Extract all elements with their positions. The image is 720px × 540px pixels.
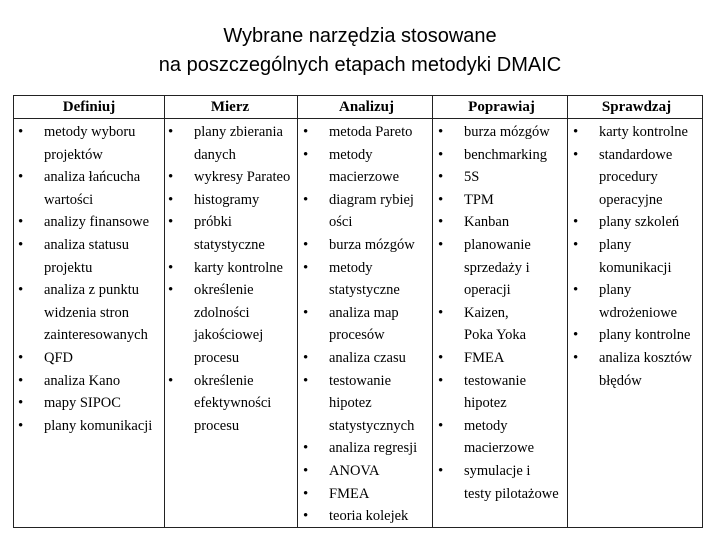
tool-item bbox=[434, 144, 569, 167]
tool-item bbox=[569, 121, 704, 144]
tool-item bbox=[569, 144, 704, 212]
tool-item-line: • standardowe bbox=[599, 146, 673, 163]
tool-item-line: statystyczne bbox=[194, 236, 265, 253]
tool-item bbox=[14, 392, 164, 415]
tool-item-line: • analiza czasu bbox=[329, 349, 406, 366]
tool-item bbox=[434, 121, 569, 144]
tool-item bbox=[299, 257, 434, 302]
column-definiuj bbox=[14, 121, 164, 437]
tool-item bbox=[434, 415, 569, 460]
tool-item-line: zdolności bbox=[194, 304, 250, 321]
tool-item bbox=[299, 189, 434, 234]
tool-item bbox=[14, 347, 164, 370]
tool-item-line: • określenie bbox=[194, 372, 254, 389]
tool-item-line: • burza mózgów bbox=[329, 236, 415, 253]
tool-item-line: • metody bbox=[464, 417, 508, 434]
tool-item bbox=[14, 234, 164, 279]
column-poprawiaj bbox=[434, 121, 569, 505]
tool-item-line: procesu bbox=[194, 349, 240, 366]
tool-item bbox=[14, 415, 164, 438]
tool-item bbox=[434, 302, 569, 347]
header-sprawdzaj: Sprawdzaj bbox=[601, 99, 672, 115]
tool-item-line: • TPM bbox=[464, 191, 494, 208]
tool-item-line: jakościowej bbox=[194, 327, 264, 344]
tool-item-line: hipotez bbox=[464, 395, 507, 412]
tool-item-line: • FMEA bbox=[329, 485, 370, 502]
tool-item bbox=[569, 324, 704, 347]
tool-item-line: • diagram rybiej bbox=[329, 191, 414, 208]
tool-item-line: • analiza statusu bbox=[44, 236, 129, 253]
column-mierz bbox=[164, 121, 296, 437]
title-line-1: Wybrane narzędzia stosowane bbox=[223, 25, 497, 47]
tool-item-line: • metoda Pareto bbox=[329, 124, 413, 140]
tool-item-line: • próbki bbox=[194, 214, 232, 231]
tool-item bbox=[299, 483, 434, 506]
tool-item bbox=[299, 370, 434, 438]
tool-item-line: błędów bbox=[599, 372, 642, 389]
tool-item-line: ości bbox=[329, 214, 353, 231]
tool-item-line: • ANOVA bbox=[329, 462, 380, 479]
tool-item-line: procesu bbox=[194, 417, 240, 434]
tool-item-line: • QFD bbox=[44, 349, 74, 366]
tool-item-line: • plany zbierania bbox=[194, 124, 283, 140]
tool-item-line: operacyjne bbox=[599, 191, 663, 208]
tool-item bbox=[299, 437, 434, 460]
header-poprawiaj: Poprawiaj bbox=[468, 99, 535, 115]
column-sprawdzaj bbox=[569, 121, 704, 392]
tool-item-line: • teoria kolejek bbox=[329, 508, 409, 525]
header-analizuj: Analizuj bbox=[338, 99, 394, 115]
tool-item-line: • plany bbox=[599, 236, 632, 253]
column-analizuj bbox=[299, 121, 434, 528]
tool-item bbox=[299, 121, 434, 144]
tool-item-line: wartości bbox=[44, 191, 94, 208]
tool-item-line: • wykresy Parateo bbox=[194, 169, 291, 186]
tool-item-line: macierzowe bbox=[329, 169, 400, 186]
tool-item-line: statystycznych bbox=[329, 417, 415, 434]
tool-item-line: • benchmarking bbox=[464, 146, 547, 163]
tool-item-line: danych bbox=[194, 146, 236, 163]
tool-item-line: efektywności bbox=[194, 395, 272, 412]
tool-item bbox=[164, 189, 296, 212]
tool-item-line: • histogramy bbox=[194, 191, 260, 208]
tool-item-line: projektu bbox=[44, 259, 93, 276]
tool-item-line: procedury bbox=[599, 169, 658, 186]
tool-item-line: • metody bbox=[329, 259, 373, 276]
tool-item bbox=[569, 234, 704, 279]
tool-item-line: • analiza map bbox=[329, 304, 399, 321]
tool-item-line: sprzedaży i bbox=[464, 259, 530, 276]
tool-item-line: zainteresowanych bbox=[44, 327, 148, 344]
header-mierz: Mierz bbox=[210, 99, 250, 115]
tool-item-line: komunikacji bbox=[599, 259, 672, 276]
tool-item-line: • planowanie bbox=[464, 236, 531, 253]
tool-item-line: • analiza łańcucha bbox=[44, 169, 141, 186]
tool-item-line: • plany komunikacji bbox=[44, 417, 153, 434]
tool-item bbox=[569, 211, 704, 234]
tool-item-line: • analiza Kano bbox=[44, 372, 121, 389]
tool-item bbox=[14, 279, 164, 347]
tool-item-line: • analiza kosztów bbox=[599, 349, 693, 366]
tool-item-line: • analiza regresji bbox=[329, 440, 418, 457]
tool-item bbox=[299, 505, 434, 528]
tool-item-line: • testowanie bbox=[464, 372, 527, 389]
tool-item bbox=[434, 347, 569, 370]
tool-item bbox=[434, 234, 569, 302]
tool-item bbox=[164, 121, 296, 166]
tool-item-line: • karty kontrolne bbox=[599, 124, 688, 140]
tool-item bbox=[434, 460, 569, 505]
tool-item-line: • symulacje i bbox=[464, 462, 531, 479]
tool-item-line: • karty kontrolne bbox=[194, 259, 283, 276]
tool-item bbox=[164, 257, 296, 280]
tool-item bbox=[14, 166, 164, 211]
tool-item-line: wdrożeniowe bbox=[599, 304, 678, 321]
page-title bbox=[0, 22, 720, 80]
tool-item bbox=[299, 144, 434, 189]
tool-item bbox=[14, 370, 164, 393]
tool-item-line: • mapy SIPOC bbox=[44, 395, 121, 412]
tool-item bbox=[164, 211, 296, 256]
dmaic-tools-table bbox=[13, 95, 703, 528]
tool-item bbox=[299, 460, 434, 483]
header-definiuj: Definiuj bbox=[62, 99, 116, 115]
tool-item-line: widzenia stron bbox=[44, 304, 129, 321]
tool-item bbox=[569, 279, 704, 324]
tool-item bbox=[434, 189, 569, 212]
tool-item bbox=[164, 370, 296, 438]
tool-item bbox=[299, 302, 434, 347]
tool-item-line: macierzowe bbox=[464, 440, 535, 457]
cropped-footnote-fragment bbox=[40, 531, 110, 540]
column-divider bbox=[297, 96, 298, 527]
tool-item-line: • plany szkoleń bbox=[599, 214, 680, 231]
tool-item-line: hipotez bbox=[329, 395, 372, 412]
tool-item-line: • FMEA bbox=[464, 349, 505, 366]
tool-item bbox=[14, 121, 164, 166]
tool-item-line: • określenie bbox=[194, 282, 254, 299]
tool-item-line: • analizy finansowe bbox=[44, 214, 150, 231]
tool-item bbox=[434, 370, 569, 415]
tool-item-line: operacji bbox=[464, 282, 511, 299]
tool-item-line: Poka Yoka bbox=[464, 327, 527, 344]
tool-item bbox=[434, 166, 569, 189]
tool-item-line: projektów bbox=[44, 146, 103, 163]
tool-item bbox=[164, 279, 296, 369]
tool-item-line: • testowanie bbox=[329, 372, 392, 389]
tool-item-line: • metody bbox=[329, 146, 373, 163]
tool-item-line: • plany bbox=[599, 282, 632, 299]
tool-item-line: • plany kontrolne bbox=[599, 327, 691, 344]
tool-item-line: • burza mózgów bbox=[464, 124, 550, 140]
tool-item bbox=[299, 234, 434, 257]
tool-item-line: • analiza z punktu bbox=[44, 282, 140, 299]
tool-item bbox=[299, 347, 434, 370]
tool-item-line: statystyczne bbox=[329, 282, 400, 299]
tool-item-line: • Kaizen, bbox=[464, 304, 509, 321]
tool-item-line: testy pilotażowe bbox=[464, 485, 559, 502]
tool-item bbox=[569, 347, 704, 392]
title-line-2: na poszczególnych etapach metodyki DMAIC bbox=[158, 54, 562, 76]
tool-item-line: • Kanban bbox=[464, 214, 510, 231]
tool-item bbox=[164, 166, 296, 189]
tool-item bbox=[434, 211, 569, 234]
tool-item-line: procesów bbox=[329, 327, 385, 344]
tool-item-line: • 5S bbox=[464, 169, 480, 186]
tool-item-line: • metody wyboru bbox=[44, 124, 136, 140]
tool-item bbox=[14, 211, 164, 234]
